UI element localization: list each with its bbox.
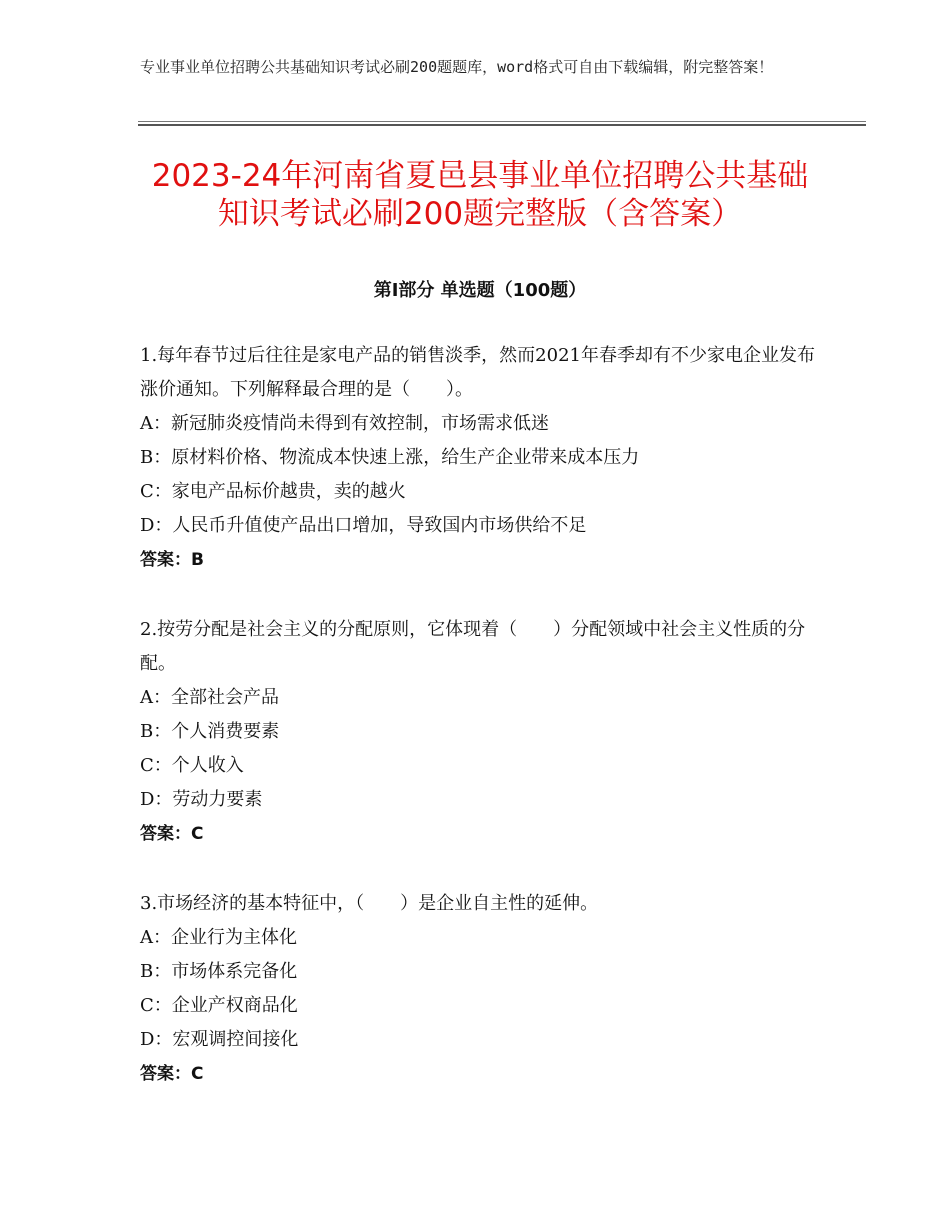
document-title: 2023-24年河南省夏邑县事业单位招聘公共基础知识考试必刷200题完整版（含答案） <box>151 158 809 232</box>
header-divider-thick <box>138 124 866 126</box>
question-1 <box>140 339 840 577</box>
question-stem: 3.市场经济的基本特征中，（ ）是企业自主性的延伸。 <box>140 893 599 914</box>
question-stem: 2.按劳分配是社会主义的分配原则，它体现着（ ）分配领域中社会主义性质的分配。 <box>140 619 806 674</box>
option-a: A：企业行为主体化 <box>140 927 297 948</box>
question-2 <box>140 613 840 851</box>
answer-label: 答案：B <box>140 550 204 570</box>
question-3 <box>140 887 840 1091</box>
header-divider-thin <box>138 121 866 122</box>
option-d: D：宏观调控间接化 <box>140 1029 299 1050</box>
answer-label: 答案：C <box>140 824 204 844</box>
option-b: B：市场体系完备化 <box>140 961 298 982</box>
section-title: 第Ⅰ部分 单选题（100题） <box>373 280 587 301</box>
question-stem: 1.每年春节过后往往是家电产品的销售淡季，然而2021年春季却有不少家电企业发布涨价通知。下列解释最合理的是（ ）。 <box>140 345 815 400</box>
option-b: B：个人消费要素 <box>140 721 280 742</box>
option-a: A：新冠肺炎疫情尚未得到有效控制，市场需求低迷 <box>140 413 549 434</box>
option-c: C：家电产品标价越贵，卖的越火 <box>140 481 406 502</box>
option-d: D：劳动力要素 <box>140 789 263 810</box>
header-note: 专业事业单位招聘公共基础知识考试必刷200题题库，word格式可自由下载编辑，附完整答案！ <box>140 58 774 76</box>
option-c: C：个人收入 <box>140 755 244 776</box>
option-c: C：企业产权商品化 <box>140 995 298 1016</box>
answer-label: 答案：C <box>140 1064 204 1084</box>
option-a: A：全部社会产品 <box>140 687 279 708</box>
option-d: D：人民币升值使产品出口增加，导致国内市场供给不足 <box>140 515 587 536</box>
option-b: B：原材料价格、物流成本快速上涨，给生产企业带来成本压力 <box>140 447 640 468</box>
